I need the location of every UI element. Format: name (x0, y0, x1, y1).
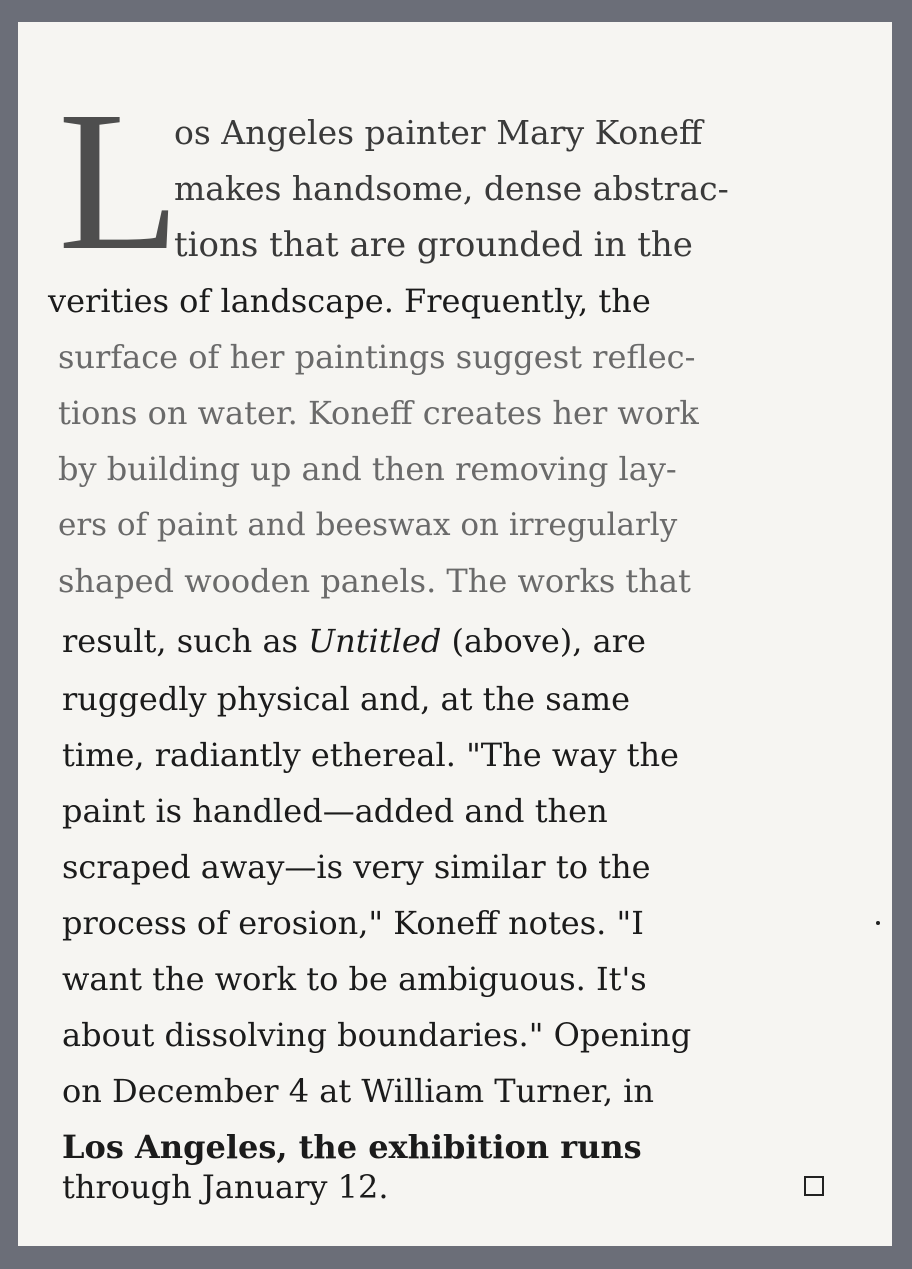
article-page (18, 22, 892, 1246)
text-line-17: about dissolving boundaries." Opening (62, 1016, 692, 1054)
text-line-8: ers of paint and beeswax on irregularly (58, 507, 678, 543)
text-line-4: verities of landscape. Frequently, the (48, 282, 651, 320)
text-line-11: ruggedly physical and, at the same (62, 680, 630, 718)
text-line-16: want the work to be ambiguous. It's (62, 960, 647, 998)
text-line-12: time, radiantly ethereal. "The way the (62, 736, 679, 774)
text-line-6: tions on water. Koneff creates her work (58, 394, 699, 432)
text-line-14: scraped away—is very similar to the (62, 848, 651, 886)
text-line-10-start: result, such as (62, 622, 309, 660)
end-mark-icon (804, 1176, 824, 1196)
artwork-title: Untitled (308, 622, 442, 660)
text-line-2: makes handsome, dense abstrac- (174, 169, 729, 208)
text-line-10-end: (above), are (441, 622, 646, 660)
text-line-20: through January 12. (62, 1168, 389, 1206)
text-line-3: tions that are grounded in the (174, 225, 693, 265)
drop-cap: L (58, 71, 181, 292)
stray-mark (876, 921, 880, 925)
text-line-5: surface of her paintings suggest reflec- (58, 338, 696, 376)
text-line-15: process of erosion," Koneff notes. "I (62, 904, 644, 942)
text-line-9: shaped wooden panels. The works that (58, 562, 691, 600)
text-line-19: Los Angeles, the exhibition runs (62, 1128, 642, 1166)
text-line-7: by building up and then removing lay- (58, 450, 677, 488)
text-line-18: on December 4 at William Turner, in (62, 1072, 654, 1110)
text-line-13: paint is handled—added and then (62, 792, 608, 830)
text-line-10 (62, 616, 646, 666)
text-line-1: os Angeles painter Mary Koneff (174, 113, 703, 152)
